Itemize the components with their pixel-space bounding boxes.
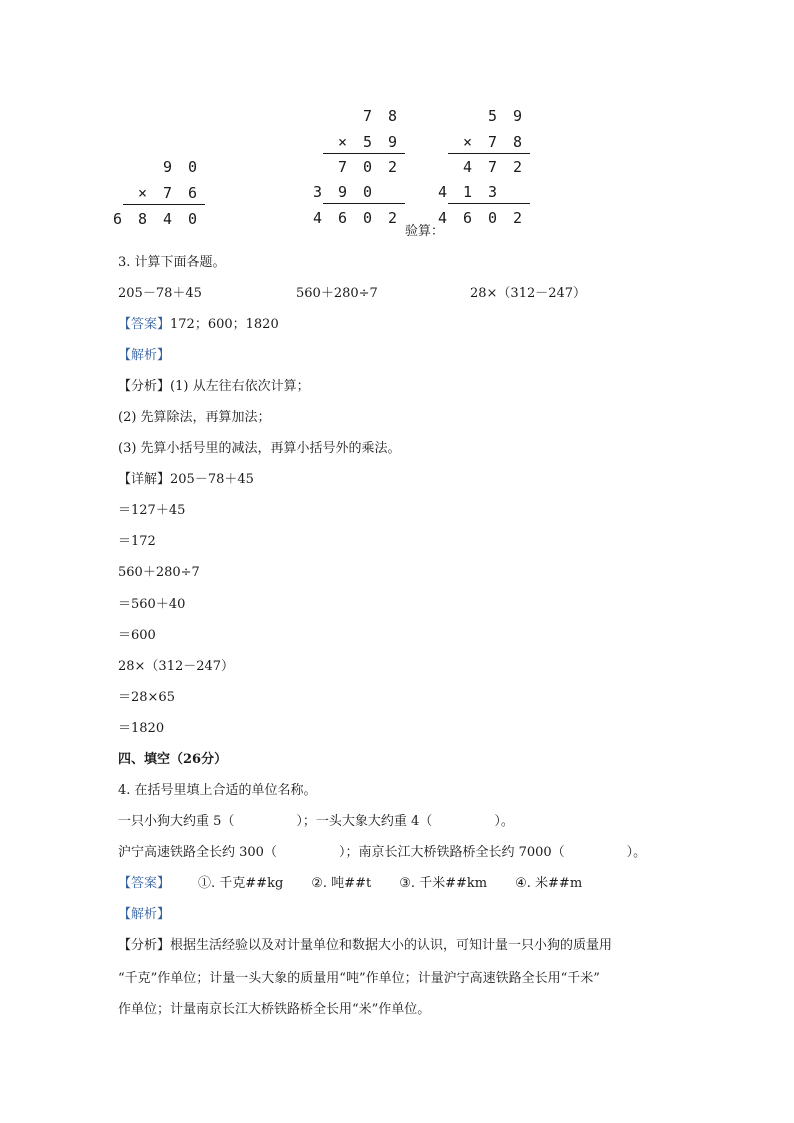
calc-digit: 5 bbox=[362, 133, 373, 151]
calc-row bbox=[155, 158, 205, 176]
calc-row bbox=[430, 209, 530, 227]
calc-row bbox=[330, 158, 405, 176]
calc-digit: 4 bbox=[437, 183, 448, 201]
calc-digit: 3 bbox=[487, 183, 498, 201]
calc-digit: 5 bbox=[487, 107, 498, 125]
calc-digit: 8 bbox=[137, 210, 148, 228]
calc-digit: 2 bbox=[387, 158, 398, 176]
calc-row bbox=[305, 209, 405, 227]
calc-digit: 0 bbox=[362, 183, 373, 201]
answer-item: ②. 吨##t bbox=[311, 876, 372, 891]
answer-item: ④. 米##m bbox=[515, 876, 583, 891]
q3-detail bbox=[118, 468, 254, 487]
q3-analysis-2: (2) 先算除法，再算加法； bbox=[118, 410, 271, 425]
calc-digit: 9 bbox=[337, 183, 348, 201]
calc-digit: 6 bbox=[112, 210, 123, 228]
q4-text: 一只小狗大约重 5（ bbox=[118, 814, 235, 829]
calc-digit: 7 bbox=[487, 158, 498, 176]
q4-analysis-2: “千克”作单位；计量一头大象的质量用“吨”作单位；计量沪宁高速铁路全长用“千米” bbox=[118, 971, 600, 986]
calc-digit: 8 bbox=[387, 107, 398, 125]
answer-tag: 【答案】 bbox=[118, 876, 171, 891]
calc-digit: 8 bbox=[512, 133, 523, 151]
answer-tag: 【答案】 bbox=[118, 317, 171, 332]
calc-digit: 9 bbox=[512, 107, 523, 125]
q4-explain-tag: 【解析】 bbox=[118, 907, 171, 922]
calc-row bbox=[330, 133, 405, 151]
question-4-title: 4. 在括号里填上合适的单位名称。 bbox=[118, 783, 317, 798]
q3-step: ＝127＋45 bbox=[118, 503, 186, 518]
calc-digit: 0 bbox=[187, 158, 198, 176]
detail-text: 205－78＋45 bbox=[170, 472, 254, 487]
q3-step: ＝1820 bbox=[118, 721, 165, 736]
q3-step: ＝600 bbox=[118, 628, 156, 643]
analysis-tag: 【分析】 bbox=[118, 379, 171, 394]
q3-analysis-3: (3) 先算小括号里的减法，再算小括号外的乘法。 bbox=[118, 441, 401, 456]
calc-row bbox=[355, 107, 405, 125]
analysis-tag: 【分析】 bbox=[118, 938, 171, 953]
calc-digit: 0 bbox=[187, 210, 198, 228]
calc-digit: 2 bbox=[387, 209, 398, 227]
q3-expression-1: 205－78＋45 bbox=[118, 286, 202, 301]
calc-digit: × bbox=[462, 133, 473, 151]
q4-line-2 bbox=[118, 841, 646, 860]
calc-digit: 0 bbox=[362, 209, 373, 227]
q3-answer bbox=[118, 313, 279, 332]
calc-digit: × bbox=[337, 133, 348, 151]
calc-digit: 0 bbox=[487, 209, 498, 227]
answer-item: ①. 千克##kg bbox=[198, 876, 284, 891]
calc-digit: 7 bbox=[337, 158, 348, 176]
q3-step: ＝28×65 bbox=[118, 690, 175, 705]
calc-line bbox=[323, 203, 405, 204]
calc-digit: 7 bbox=[162, 184, 173, 202]
calc-digit: 4 bbox=[437, 209, 448, 227]
vertical-calc-b bbox=[305, 107, 405, 232]
q4-text: ）。 bbox=[626, 845, 647, 860]
calc-digit: 2 bbox=[512, 158, 523, 176]
calc-digit: 6 bbox=[337, 209, 348, 227]
analysis-text: (1) 从左往右依次计算； bbox=[170, 379, 310, 394]
calc-line bbox=[323, 153, 405, 154]
calc-row bbox=[455, 158, 530, 176]
analysis-text: 根据生活经验以及对计量单位和数据大小的认识，可知计量一只小狗的质量用 bbox=[170, 938, 613, 953]
q3-step: ＝560＋40 bbox=[118, 597, 186, 612]
q4-text: ）；南京长江大桥铁路桥全长约 7000（ bbox=[338, 845, 565, 860]
q4-analysis-3: 作单位；计量南京长江大桥铁路桥全长用“米”作单位。 bbox=[118, 1002, 431, 1017]
calc-row bbox=[455, 133, 530, 151]
vertical-calc-c bbox=[430, 107, 530, 232]
check-label: 验算： bbox=[405, 224, 445, 239]
section-4-title: 四、填空（26分） bbox=[118, 752, 228, 767]
calc-row bbox=[430, 183, 505, 201]
calc-digit: × bbox=[137, 184, 148, 202]
calc-digit: 6 bbox=[462, 209, 473, 227]
calc-line bbox=[448, 153, 530, 154]
q3-expression-2: 560＋280÷7 bbox=[296, 286, 378, 301]
calc-row bbox=[305, 183, 380, 201]
answer-item: ③. 千米##km bbox=[399, 876, 488, 891]
q3-step: 560＋280÷7 bbox=[118, 565, 200, 580]
calc-digit: 9 bbox=[162, 158, 173, 176]
q3-analysis-1 bbox=[118, 375, 310, 394]
calc-line bbox=[123, 204, 205, 205]
q4-analysis-1 bbox=[118, 934, 612, 953]
q4-line-1 bbox=[118, 810, 514, 829]
calc-digit: 4 bbox=[162, 210, 173, 228]
calc-digit: 6 bbox=[187, 184, 198, 202]
q4-text: ）。 bbox=[494, 814, 514, 829]
calc-digit: 3 bbox=[312, 183, 323, 201]
q3-step: ＝172 bbox=[118, 534, 156, 549]
calc-digit: 7 bbox=[487, 133, 498, 151]
calc-digit: 4 bbox=[312, 209, 323, 227]
q4-text: ）；一头大象大约重 4（ bbox=[296, 814, 433, 829]
calc-digit: 9 bbox=[387, 133, 398, 151]
calc-row bbox=[480, 107, 530, 125]
q4-answer bbox=[118, 872, 582, 891]
calc-digit: 1 bbox=[462, 183, 473, 201]
q3-expression-3: 28×（312－247） bbox=[470, 286, 587, 301]
calc-digit: 4 bbox=[462, 158, 473, 176]
q3-step: 28×（312－247） bbox=[118, 659, 235, 674]
calc-row bbox=[105, 210, 205, 228]
calc-digit: 2 bbox=[512, 209, 523, 227]
q3-explain-tag: 【解析】 bbox=[118, 348, 171, 363]
calc-digit: 7 bbox=[362, 107, 373, 125]
answer-text: 172；600；1820 bbox=[170, 317, 279, 332]
calc-line bbox=[448, 203, 530, 204]
question-3-title: 3. 计算下面各题。 bbox=[118, 255, 226, 270]
q4-text: 沪宁高速铁路全长约 300（ bbox=[118, 845, 277, 860]
calc-digit: 0 bbox=[362, 158, 373, 176]
detail-tag: 【详解】 bbox=[118, 472, 171, 487]
calc-row bbox=[130, 184, 205, 202]
